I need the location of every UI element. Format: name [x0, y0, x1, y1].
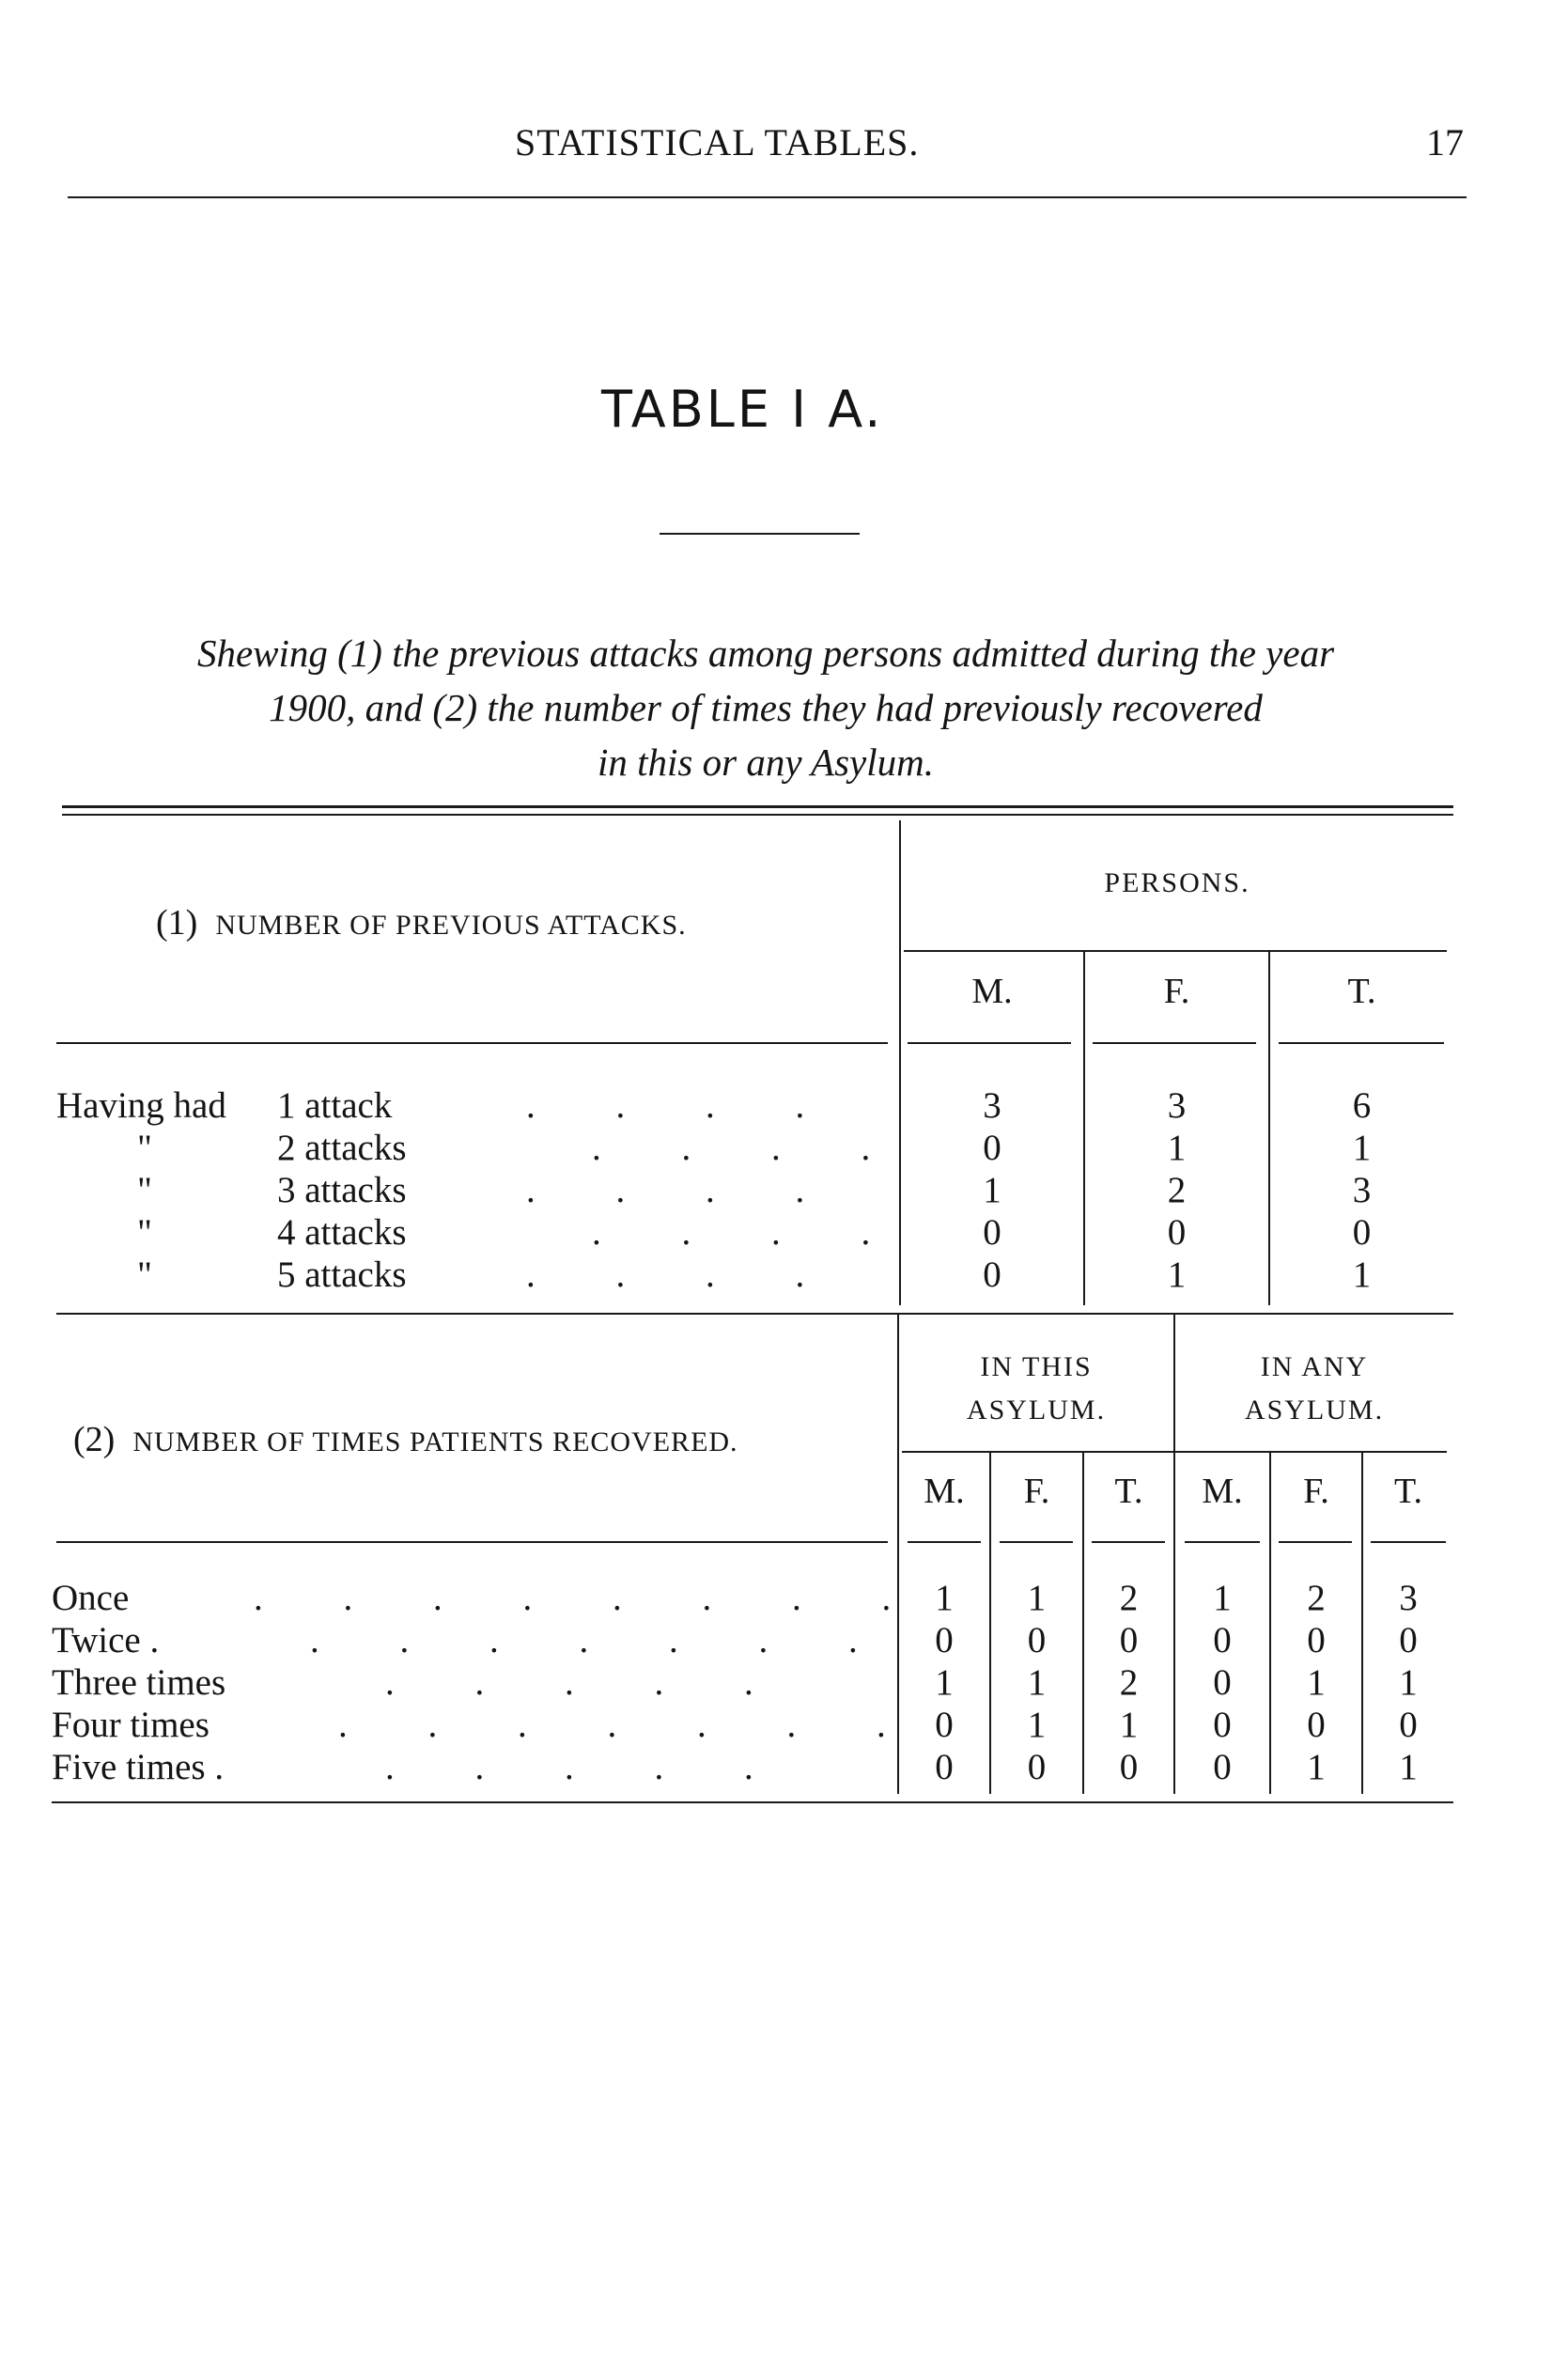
cell-this-m: 0	[935, 1747, 954, 1787]
row-label: Twice .	[52, 1620, 160, 1660]
running-header: STATISTICAL TABLES.	[515, 121, 920, 164]
cell-f: 1	[1167, 1255, 1187, 1295]
group1-line1: IN THIS	[980, 1351, 1093, 1382]
section2-col-t2: T.	[1394, 1472, 1422, 1511]
cell-any-m: 1	[1213, 1578, 1232, 1618]
cell-m: 1	[983, 1170, 1001, 1210]
groups-rule	[902, 1451, 1447, 1453]
section2-col-m2: M.	[1202, 1472, 1243, 1511]
section2-col-rule	[1371, 1541, 1446, 1543]
group-in-this-asylum	[899, 1346, 1173, 1432]
leader-dots: . . . .	[526, 1085, 841, 1126]
cell-this-m: 1	[935, 1662, 954, 1703]
subtitle-line-1: Shewing (1) the previous attacks among persons admitted during the year	[196, 631, 1335, 675]
cell-any-t: 3	[1399, 1578, 1418, 1618]
row-label: 1 attack	[277, 1085, 393, 1126]
section2-col-rule	[908, 1541, 981, 1543]
section2-heading	[73, 1419, 738, 1460]
row-lead: "	[137, 1170, 152, 1210]
row-label: 3 attacks	[277, 1170, 407, 1210]
cell-this-m: 1	[935, 1578, 954, 1618]
leader-dots: . . . .	[592, 1212, 907, 1253]
cell-any-m: 0	[1213, 1662, 1232, 1703]
cell-any-f: 1	[1307, 1662, 1326, 1703]
cell-any-m: 0	[1213, 1620, 1232, 1660]
leader-dots: . . . . . . . .	[254, 1578, 927, 1618]
leader-dots: . . . .	[526, 1170, 841, 1210]
table-subtitle	[56, 626, 1475, 789]
section2-col-t1: T.	[1114, 1472, 1143, 1511]
section1-stub-rule	[56, 1042, 888, 1044]
cell-any-f: 0	[1307, 1705, 1326, 1745]
cell-this-t: 2	[1119, 1662, 1139, 1703]
cell-any-t: 0	[1399, 1705, 1418, 1745]
cell-f: 2	[1167, 1170, 1187, 1210]
group-in-any-asylum	[1175, 1346, 1453, 1432]
cell-f: 3	[1167, 1085, 1187, 1126]
cell-t: 0	[1352, 1212, 1372, 1253]
row-lead: "	[137, 1212, 152, 1253]
section2-title: NUMBER OF TIMES PATIENTS RECOVERED.	[132, 1426, 738, 1457]
cell-this-t: 0	[1119, 1747, 1139, 1787]
cell-any-m: 0	[1213, 1747, 1232, 1787]
cell-t: 3	[1352, 1170, 1372, 1210]
cell-any-f: 1	[1307, 1747, 1326, 1787]
cell-this-t: 2	[1119, 1578, 1139, 1618]
row-lead: "	[137, 1255, 152, 1295]
row-label: 4 attacks	[277, 1212, 407, 1253]
cell-this-f: 1	[1027, 1578, 1047, 1618]
subtitle-line-2: 1900, and (2) the number of times they had previously recovered	[269, 686, 1263, 729]
row-label: 2 attacks	[277, 1128, 407, 1168]
cell-this-t: 0	[1119, 1620, 1139, 1660]
cell-m: 0	[983, 1128, 1001, 1168]
section2-col-rule	[1000, 1541, 1073, 1543]
cell-t: 1	[1352, 1255, 1372, 1295]
cell-this-m: 0	[935, 1620, 954, 1660]
persons-group-header: PERSONS.	[1104, 867, 1250, 898]
cell-f: 1	[1167, 1128, 1187, 1168]
section1-f-rule	[1093, 1042, 1256, 1044]
row-label: Five times .	[52, 1747, 225, 1787]
section1-col-f: F.	[1163, 972, 1190, 1011]
section1-t-rule	[1279, 1042, 1444, 1044]
cell-any-t: 1	[1399, 1662, 1418, 1703]
cell-this-f: 0	[1027, 1747, 1047, 1787]
table-bottom-rule	[52, 1801, 1453, 1803]
table-top-rule	[62, 805, 1453, 808]
section2-col-f2: F.	[1303, 1472, 1329, 1511]
section1-title: NUMBER OF PREVIOUS ATTACKS.	[215, 910, 687, 941]
section1-col-t: T.	[1347, 972, 1376, 1011]
section2-number: (2)	[73, 1420, 116, 1459]
leader-dots: . . . .	[526, 1255, 841, 1295]
leader-dots: . . . . .	[385, 1747, 789, 1787]
cell-m: 0	[983, 1255, 1001, 1295]
cell-any-t: 0	[1399, 1620, 1418, 1660]
section2-col-rule	[1185, 1541, 1260, 1543]
cell-this-m: 0	[935, 1705, 954, 1745]
group2-line2: ASYLUM.	[1244, 1395, 1385, 1426]
cell-this-t: 1	[1119, 1705, 1139, 1745]
row-label: Once	[52, 1578, 130, 1618]
section1-number: (1)	[156, 903, 198, 943]
section2-col-rule	[1279, 1541, 1352, 1543]
leader-dots: . . . .	[592, 1128, 907, 1168]
cell-this-f: 1	[1027, 1705, 1047, 1745]
cell-m: 3	[983, 1085, 1001, 1126]
cell-f: 0	[1167, 1212, 1187, 1253]
cell-any-f: 0	[1307, 1620, 1326, 1660]
section-separator-rule	[56, 1313, 1453, 1315]
leader-dots: . . . . . . .	[310, 1620, 893, 1660]
row-lead: Having had	[56, 1085, 226, 1126]
cell-any-f: 2	[1307, 1578, 1326, 1618]
cell-this-f: 1	[1027, 1662, 1047, 1703]
group1-line2: ASYLUM.	[966, 1395, 1107, 1426]
row-lead: "	[137, 1128, 152, 1168]
leader-dots: . . . . . . .	[338, 1705, 922, 1745]
cell-t: 1	[1352, 1128, 1372, 1168]
section2-col-f1: F.	[1023, 1472, 1050, 1511]
row-label: Four times	[52, 1705, 210, 1745]
cell-t: 6	[1352, 1085, 1372, 1126]
section2-col-m1: M.	[924, 1472, 965, 1511]
header-rule	[68, 196, 1467, 198]
title-rule	[660, 533, 860, 535]
table-top-rule-inner	[62, 814, 1453, 816]
cell-this-f: 0	[1027, 1620, 1047, 1660]
section1-col-m: M.	[971, 972, 1013, 1011]
group2-line1: IN ANY	[1260, 1351, 1369, 1382]
row-label: Three times	[52, 1662, 226, 1703]
section1-heading	[156, 902, 687, 943]
page-number: 17	[1426, 121, 1464, 164]
cell-m: 0	[983, 1212, 1001, 1253]
section2-col-rule	[1092, 1541, 1165, 1543]
section1-m-rule	[908, 1042, 1071, 1044]
persons-rule	[904, 950, 1447, 952]
row-label: 5 attacks	[277, 1255, 407, 1295]
leader-dots: . . . . .	[385, 1662, 789, 1703]
subtitle-line-3: in this or any Asylum.	[598, 740, 934, 784]
section2-stub-rule	[56, 1541, 888, 1543]
table-title: TABLE I A.	[601, 380, 884, 439]
cell-any-t: 1	[1399, 1747, 1418, 1787]
cell-any-m: 0	[1213, 1705, 1232, 1745]
